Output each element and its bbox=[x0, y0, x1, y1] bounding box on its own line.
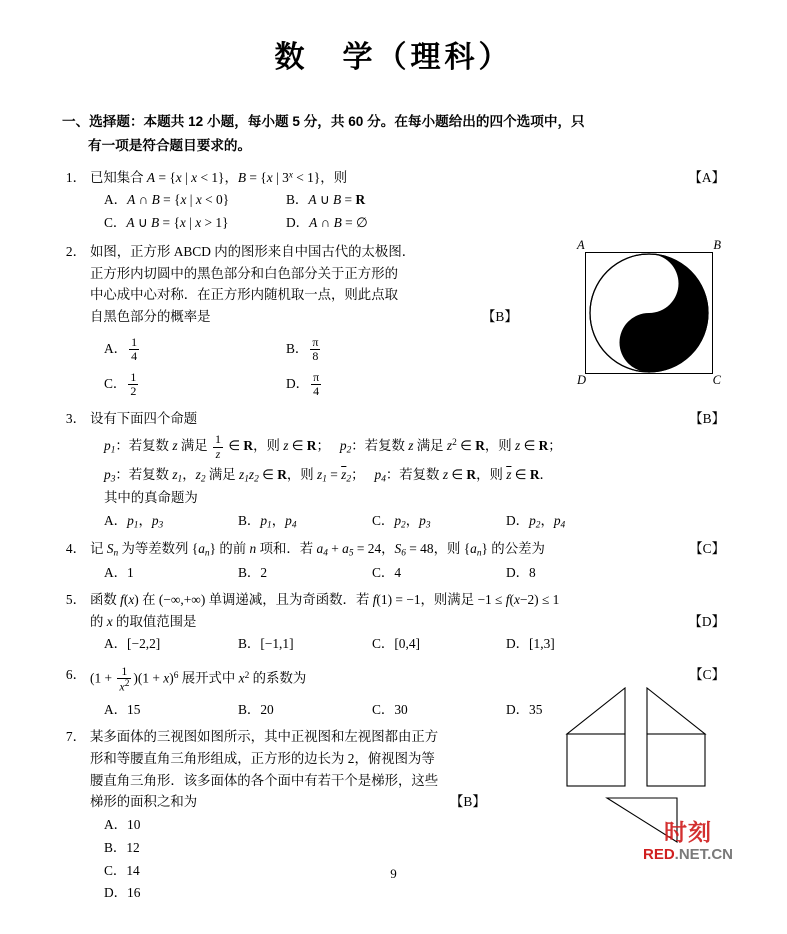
question-2-option-d: D． $\frac{\pi}{4}$ bbox=[286, 370, 320, 399]
question-1-stem: 【A】 已知集合 A = {x | x < 1}，B = {x | $3^x < 1$}，则 bbox=[90, 168, 725, 189]
question-1-option-b: B．A ∪ B = R bbox=[286, 192, 366, 208]
question-2-number: 2． bbox=[65, 243, 86, 259]
figure-label-a: A bbox=[577, 238, 585, 252]
question-2-option-c: C． $\frac{1}{2}$ bbox=[104, 370, 137, 399]
figure-taiji-square bbox=[573, 240, 725, 386]
question-1-number: 1． bbox=[65, 169, 86, 185]
question-4-options-row bbox=[90, 563, 725, 584]
question-4-answer: 【C】 bbox=[689, 540, 725, 556]
question-4-number: 4． bbox=[65, 540, 86, 556]
question-4-option-b: B．2 bbox=[238, 565, 268, 581]
question-6-number: 6． bbox=[65, 667, 86, 683]
question-3-option-a: A．$p_1$，$p_3$ bbox=[104, 512, 164, 531]
question-3-prop-line-1: $p_1$：若复数 z 满足 $\frac{1}{z}$ ∈ R，则 z ∈ R； $p_2$：若复数 z 满足 $z^2$ ∈ R，则 z ∈ R； bbox=[104, 432, 562, 461]
question-2-stem-line-2: 正方形内切圆中的黑色部分和白色部分关于正方形的 bbox=[90, 265, 398, 281]
question-2-answer: 【B】 bbox=[482, 309, 518, 325]
question-5-option-c: C．[0,4] bbox=[372, 636, 420, 652]
question-4-option-a: A．1 bbox=[104, 565, 134, 581]
question-7-stem-line-4: 梯形的面积之和为 【B】 bbox=[90, 792, 510, 813]
question-6-option-c: C．30 bbox=[372, 702, 408, 718]
question-7-stem-line-1: 某多面体的三视图如图所示，其中正视图和左视图都由正方 bbox=[90, 729, 439, 745]
figure-square bbox=[585, 252, 713, 374]
question-5-answer: 【D】 bbox=[688, 613, 725, 629]
question-4 bbox=[62, 539, 725, 584]
question-7-option-c: C．14 bbox=[104, 862, 140, 878]
question-7-options bbox=[90, 815, 510, 904]
question-3-option-c: C．$p_2$，$p_3$ bbox=[372, 512, 431, 531]
question-3-tail: 其中的真命题为 bbox=[104, 490, 198, 506]
taiji-diagram bbox=[586, 253, 712, 373]
question-7-answer: 【B】 bbox=[450, 794, 486, 810]
figure-label-b: B bbox=[713, 238, 721, 252]
question-3-options-row bbox=[90, 511, 725, 533]
question-6-option-d: D．35 bbox=[506, 702, 543, 718]
question-1 bbox=[62, 168, 725, 234]
question-6-answer: 【C】 bbox=[689, 667, 725, 683]
question-3-option-d: D．$p_2$，$p_4$ bbox=[506, 512, 566, 531]
question-5-stem-line-2: 【D】 的 x 的取值范围是 bbox=[90, 612, 725, 633]
question-5-option-b: B．[−1,1] bbox=[238, 636, 294, 652]
exam-page bbox=[0, 32, 787, 934]
question-6-stem: 【C】 (1 + $\frac{1}{x^2}$ )$(1 + x)^6$ 展开式中 $x^2$ 的系数为 bbox=[90, 664, 725, 695]
question-1-options-row-2 bbox=[90, 213, 725, 234]
question-5-option-d: D．[1,3] bbox=[506, 636, 555, 652]
question-3-prop-line-2: $p_3$：若复数 $z_1$，$z_2$ 满足 $z_1z_2$ ∈ R，则 $z_1 = \overline{z}_2$； $p_4$：若复数 z ∈ R，则 $\overline{z}$ ∈ R． bbox=[104, 466, 553, 485]
watermark-red-text: RED bbox=[642, 846, 675, 863]
question-5-stem-line-1: 函数 f(x) 在 (−∞,+∞) 单调递减，且为奇函数．若 f(1) = −1，则满足 −1 ≤ f(x−2) ≤ 1 bbox=[90, 591, 560, 607]
question-1-option-d: D．A ∩ B = ∅ bbox=[286, 215, 368, 231]
question-2-option-b: B． $\frac{\pi}{8}$ bbox=[286, 334, 319, 364]
question-7-option-d: D．16 bbox=[104, 885, 141, 901]
question-2-stem-line-1: 如图，正方形 ABCD 内的图形来自中国古代的太极图． bbox=[90, 243, 416, 259]
question-2-options-row-2 bbox=[90, 371, 510, 398]
question-2-stem-line-3: 中心成中心对称．在正方形内随机取一点，则此点取 bbox=[90, 287, 398, 303]
question-2-stem-line-4: 自黑色部分的概率是 【B】 bbox=[90, 307, 510, 328]
question-5-option-a: A．[−2,2] bbox=[104, 636, 161, 652]
question-3-answer: 【B】 bbox=[689, 410, 725, 426]
question-1-option-a: A．A ∩ B = {x | x < 0} bbox=[104, 192, 230, 208]
question-1-options-row-1 bbox=[90, 190, 725, 211]
page-title: 数 学（理科） bbox=[274, 41, 513, 74]
section-heading bbox=[62, 110, 725, 158]
question-3-option-b: B．$p_1$，$p_4$ bbox=[238, 512, 297, 531]
watermark-top-text: 时刻 bbox=[664, 819, 712, 845]
watermark bbox=[625, 821, 751, 864]
question-1-option-c: C．A ∪ B = {x | x > 1} bbox=[104, 215, 229, 231]
question-3 bbox=[62, 409, 725, 533]
section-heading-line1: 一、选择题：本题共 12 小题，每小题 5 分，共 60 分。在每小题给出的四个选项中，只 bbox=[62, 114, 585, 129]
question-1-answer: 【A】 bbox=[688, 169, 725, 185]
question-6-option-a: A．15 bbox=[104, 702, 141, 718]
question-4-option-d: D．8 bbox=[506, 565, 536, 581]
question-7-number: 7． bbox=[65, 729, 86, 745]
question-3-number: 3． bbox=[65, 410, 86, 426]
question-6-option-b: B．20 bbox=[238, 702, 274, 718]
figure-label-d: D bbox=[577, 373, 587, 387]
question-5-number: 5． bbox=[65, 591, 86, 607]
watermark-gray-text: .NET.CN bbox=[674, 846, 733, 863]
question-2-options-row-1 bbox=[90, 336, 510, 363]
question-7-option-b: B．12 bbox=[104, 839, 140, 855]
watermark-bottom-text bbox=[625, 846, 751, 864]
question-2-option-a: A． $\frac{1}{4}$ bbox=[104, 334, 138, 364]
question-3-stem: 【B】 设有下面四个命题 bbox=[90, 409, 725, 430]
figure-label-c: C bbox=[712, 373, 721, 387]
section-heading-line2: 有一项是符合题目要求的。 bbox=[88, 137, 252, 153]
question-7-option-a: A．10 bbox=[104, 817, 141, 833]
question-4-option-c: C．4 bbox=[372, 565, 402, 581]
page-number: 9 bbox=[390, 866, 397, 881]
question-5-options-row bbox=[90, 634, 725, 655]
question-4-stem: 【C】 记 $S_n$ 为等差数列 $\{a_n\}$ 的前 n 项和．若 $a_4 + a_5 = 24$，$S_6 = 48$，则 $\{a_n\}$ 的公差为 bbox=[90, 540, 725, 559]
question-7-stem-line-2: 形和等腰直角三角形组成，正方形的边长为 2，俯视图为等 bbox=[90, 750, 435, 766]
question-7-stem-line-3: 腰直角三角形．该多面体的各个面中有若干个是梯形，这些 bbox=[90, 772, 439, 788]
question-5 bbox=[62, 590, 725, 655]
